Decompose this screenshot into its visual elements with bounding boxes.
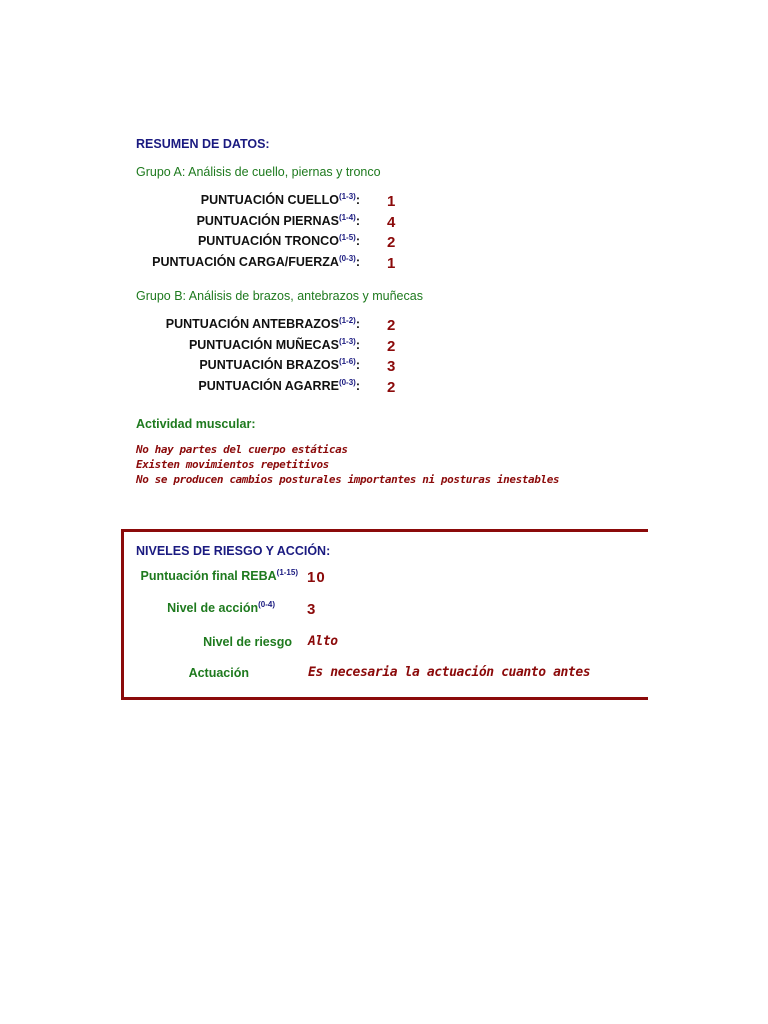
grupo-b-title: Grupo B: Análisis de brazos, antebrazos y muñecas	[136, 289, 423, 303]
risk-level-label: Nivel de riesgo	[203, 635, 292, 649]
grupo-a-row	[35, 213, 360, 228]
grupo-b-row	[35, 378, 360, 393]
row-colon: :	[355, 379, 360, 394]
row-colon: :	[355, 317, 360, 332]
row-label: PUNTUACIÓN AGARRE	[198, 379, 339, 394]
action-level-label	[120, 600, 275, 615]
row-label: PUNTUACIÓN CUELLO	[200, 193, 339, 208]
actividad-line: No se producen cambios posturales importantes ni posturas inestables	[136, 473, 560, 486]
row-range: (1-4)	[338, 213, 356, 222]
row-label: PUNTUACIÓN PIERNAS	[196, 214, 339, 229]
actividad-title: Actividad muscular:	[136, 417, 256, 431]
row-colon: :	[355, 358, 360, 373]
row-range: (1-5)	[338, 233, 356, 242]
row-value: 4	[387, 214, 396, 231]
action-level-range: (0-4)	[258, 600, 275, 609]
actuacion-label: Actuación	[188, 666, 249, 680]
actuacion-value: Es necesaria la actuación cuanto antes	[308, 665, 591, 680]
final-score-range: (1-15)	[276, 568, 298, 577]
resumen-title: RESUMEN DE DATOS:	[136, 137, 270, 151]
row-range: (1-3)	[338, 192, 356, 201]
row-range: (0-3)	[338, 378, 356, 387]
action-level-value: 3	[307, 601, 316, 618]
row-value: 1	[387, 255, 396, 272]
row-value: 1	[387, 193, 396, 210]
grupo-a-title: Grupo A: Análisis de cuello, piernas y tronco	[136, 165, 381, 179]
grupo-a-row	[35, 254, 360, 269]
row-label: PUNTUACIÓN BRAZOS	[199, 358, 339, 373]
row-label: PUNTUACIÓN CARGA/FUERZA	[152, 255, 339, 270]
row-range: (1-3)	[338, 337, 356, 346]
row-colon: :	[355, 193, 360, 208]
row-value: 2	[387, 234, 396, 251]
actividad-line: No hay partes del cuerpo estáticas	[136, 443, 348, 456]
row-range: (0-3)	[338, 254, 356, 263]
final-score-value: 10	[307, 569, 326, 586]
row-colon: :	[355, 338, 360, 353]
row-range: (1-6)	[338, 357, 356, 366]
row-label: PUNTUACIÓN TRONCO	[197, 234, 339, 249]
row-range: (1-2)	[338, 316, 356, 325]
row-value: 2	[387, 379, 396, 396]
row-colon: :	[355, 234, 360, 249]
row-label: PUNTUACIÓN ANTEBRAZOS	[165, 317, 339, 332]
niveles-title: NIVELES DE RIESGO Y ACCIÓN:	[136, 544, 331, 558]
row-value: 3	[387, 358, 396, 375]
grupo-a-row	[35, 233, 360, 248]
row-colon: :	[355, 214, 360, 229]
row-colon: :	[355, 255, 360, 270]
grupo-a-row	[35, 192, 360, 207]
final-score-text: Puntuación final REBA	[140, 569, 277, 584]
actividad-line: Existen movimientos repetitivos	[136, 458, 329, 471]
grupo-b-row	[35, 337, 360, 352]
row-label: PUNTUACIÓN MUÑECAS	[188, 338, 339, 353]
risk-level-value: Alto	[308, 634, 338, 649]
action-level-text: Nivel de acción	[167, 601, 259, 616]
grupo-b-row	[35, 316, 360, 331]
grupo-b-row	[35, 357, 360, 372]
final-score-label	[120, 568, 298, 583]
row-value: 2	[387, 317, 396, 334]
row-value: 2	[387, 338, 396, 355]
